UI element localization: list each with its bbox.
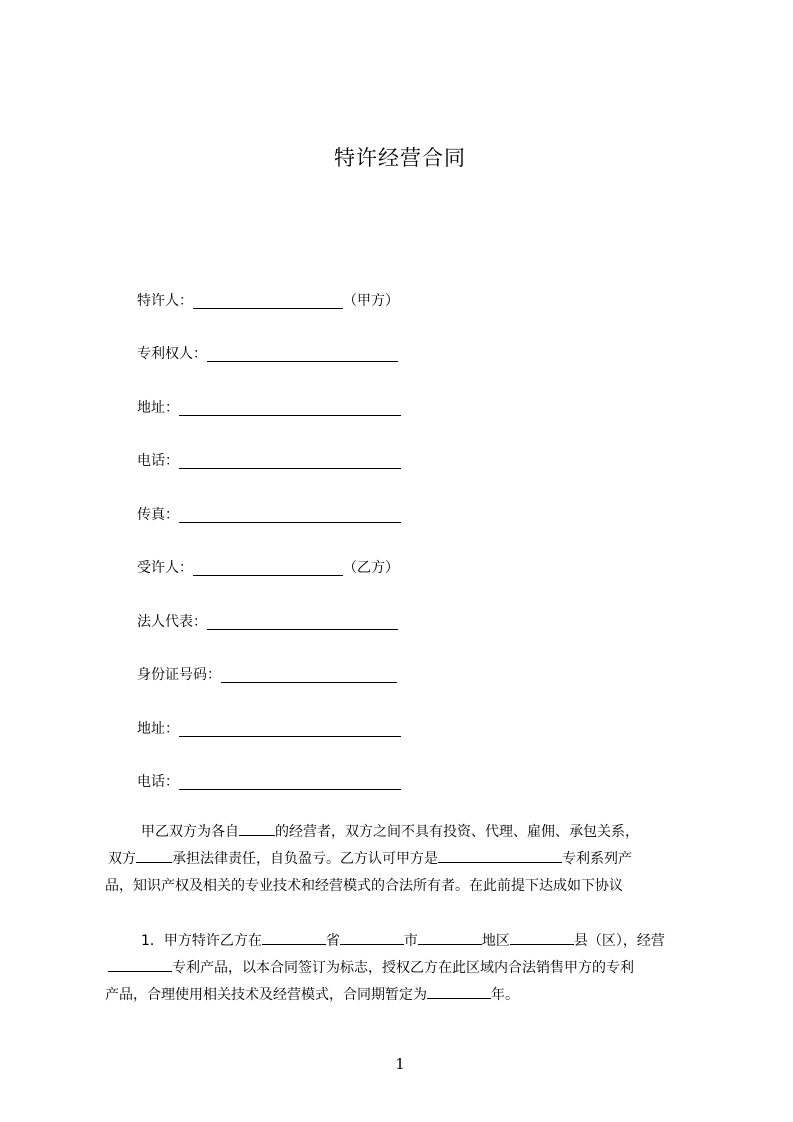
paragraph-line	[105, 819, 697, 846]
text: 市	[403, 933, 418, 949]
text: 省	[325, 933, 340, 949]
field-legal-rep	[137, 612, 398, 632]
document-title: 特许经营合同	[334, 146, 466, 170]
field-id-number	[137, 665, 397, 685]
field-label: 法人代表：	[137, 614, 207, 630]
field-phone-a	[137, 451, 401, 471]
text: 专利系列产	[562, 851, 632, 867]
field-suffix: （乙方）	[343, 560, 399, 576]
phone-b-blank[interactable]	[179, 773, 401, 790]
address-a-blank[interactable]	[179, 399, 401, 416]
paragraph-line	[105, 873, 697, 900]
field-label: 专利权人：	[137, 346, 207, 362]
blank[interactable]	[262, 929, 326, 945]
blank[interactable]	[418, 929, 482, 945]
licensee-blank[interactable]	[193, 559, 343, 576]
field-licensee	[137, 558, 399, 578]
text: 地区	[481, 933, 510, 949]
address-b-blank[interactable]	[179, 720, 401, 737]
field-fax	[137, 505, 401, 525]
legal-rep-blank[interactable]	[207, 613, 398, 630]
blank[interactable]	[340, 929, 404, 945]
fax-blank[interactable]	[179, 506, 401, 523]
field-label: 特许人：	[137, 293, 193, 309]
text: 品，知识产权及相关的专业技术和经营模式的合法所有者。在此前提下达成如下协议	[105, 878, 623, 894]
text: 专利产品，以本合同签订为标志，授权乙方在此区域内合法销售甲方的专利	[172, 960, 634, 976]
blank[interactable]	[108, 956, 172, 972]
paragraph-article-1	[105, 928, 697, 1009]
field-label: 地址：	[137, 721, 179, 737]
phone-a-blank[interactable]	[179, 452, 401, 469]
blank[interactable]	[427, 983, 491, 999]
field-licensor	[137, 291, 399, 311]
field-label: 地址：	[137, 400, 179, 416]
text: 年。	[491, 987, 519, 1003]
text: 1．甲方特许乙方在	[141, 933, 262, 949]
blank[interactable]	[136, 847, 172, 863]
text: 的经营者，双方之间不具有投资、代理、雇佣、承包关系，	[275, 824, 639, 840]
text: 承担法律责任，自负盈亏。乙方认可甲方是	[172, 851, 438, 867]
paragraph-line	[105, 846, 697, 873]
page-number: 1	[395, 1055, 405, 1073]
field-patent-holder	[137, 344, 398, 364]
field-label: 身份证号码：	[137, 667, 221, 683]
text: 县（区），经营	[573, 933, 665, 949]
paragraph-line	[105, 955, 697, 982]
licensor-blank[interactable]	[193, 292, 343, 309]
field-label: 传真：	[137, 507, 179, 523]
blank[interactable]	[239, 820, 275, 836]
blank[interactable]	[510, 929, 574, 945]
field-address-b	[137, 719, 401, 739]
blank[interactable]	[438, 847, 562, 863]
field-label: 电话：	[137, 453, 179, 469]
field-suffix: （甲方）	[343, 293, 399, 309]
field-label: 电话：	[137, 774, 179, 790]
text: 双方	[108, 851, 136, 867]
text: 产品，合理使用相关技术及经营模式，合同期暂定为	[105, 987, 427, 1003]
paragraph-relationship	[105, 819, 697, 900]
id-number-blank[interactable]	[221, 666, 397, 683]
text: 甲乙双方为各自	[141, 824, 239, 840]
field-address-a	[137, 398, 401, 418]
paragraph-line	[105, 928, 697, 955]
field-label: 受许人：	[137, 560, 193, 576]
paragraph-line	[105, 982, 697, 1009]
field-phone-b	[137, 772, 401, 792]
patent-holder-blank[interactable]	[207, 345, 398, 362]
